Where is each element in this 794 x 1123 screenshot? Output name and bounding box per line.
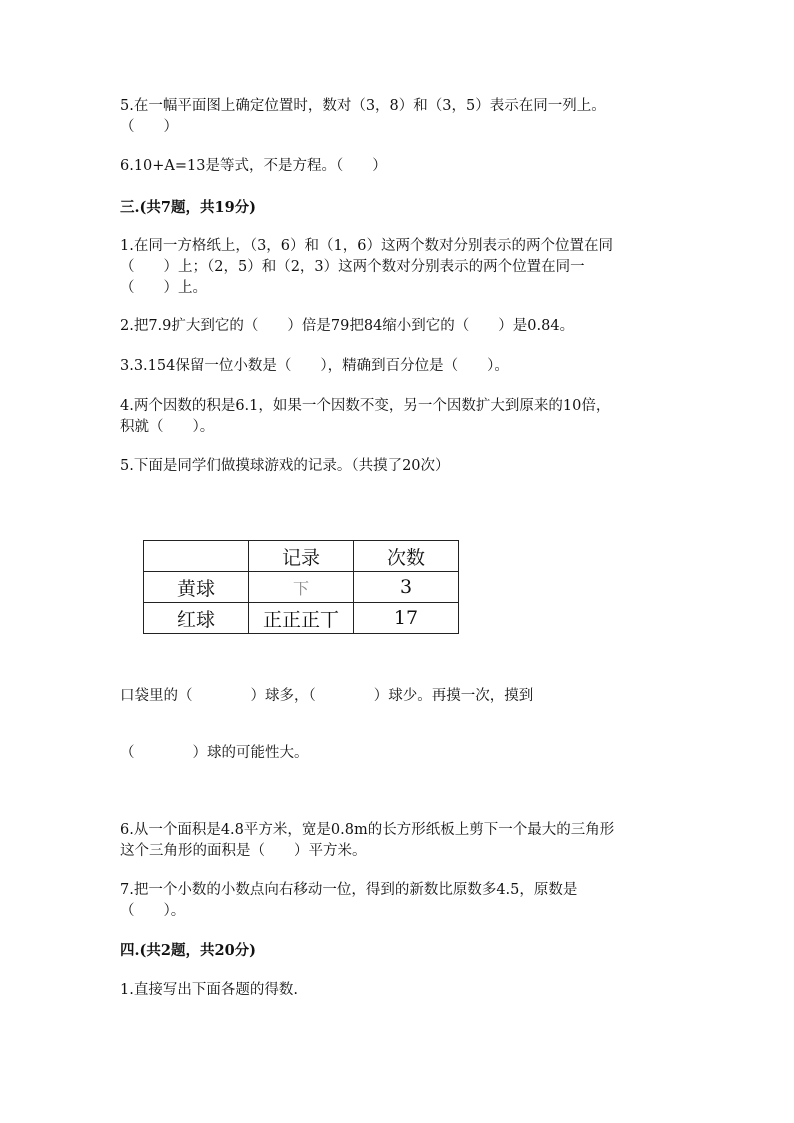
- s3-question-1-line1: 1.在同一方格纸上，（3，6）和（1，6）这两个数对分别表示的两个位置在同: [120, 238, 613, 254]
- s3-question-5-after-line2: （ ）球的可能性大。: [120, 745, 309, 761]
- table-cell: 正正正丅: [249, 603, 354, 634]
- s3-question-6-line2: 这个三角形的面积是（ ）平方米。: [120, 843, 367, 859]
- s3-question-6-line1: 6.从一个面积是4.8平方米，宽是0.8m的长方形纸板上剪下一个最大的三角形: [120, 822, 615, 838]
- question-6: 6.10+A=13是等式，不是方程。（ ）: [120, 158, 387, 174]
- section-3-heading: 三.(共7题，共19分): [120, 199, 257, 216]
- s3-question-7-line1: 7.把一个小数的小数点向右移动一位，得到的新数比原数多4.5，原数是: [120, 882, 578, 898]
- table-row: [144, 572, 459, 603]
- s3-question-4-line2: 积就（ ）。: [120, 419, 215, 435]
- table-header-cell: 记录: [249, 541, 354, 572]
- ball-record-table: [143, 540, 459, 634]
- table-row: [144, 603, 459, 634]
- s3-question-2: 2.把7.9扩大到它的（ ）倍是79把84缩小到它的（ ）是0.84。: [120, 318, 575, 334]
- s3-question-1-line2: （ ）上；（2，5）和（2，3）这两个数对分别表示的两个位置在同一: [120, 259, 585, 275]
- s3-question-5: 5.下面是同学们做摸球游戏的记录。（共摸了20次）: [120, 458, 450, 474]
- table-header-cell: [144, 541, 249, 572]
- s3-question-5-after-line1: 口袋里的（ ）球多，（ ）球少。再摸一次，摸到: [120, 688, 534, 704]
- table-cell: 17: [354, 603, 459, 634]
- table-cell: 3: [354, 572, 459, 603]
- table-header-cell: 次数: [354, 541, 459, 572]
- table-header-row: [144, 541, 459, 572]
- section-4-heading: 四.(共2题，共20分): [120, 942, 257, 959]
- s3-question-7-line2: （ ）。: [120, 903, 186, 919]
- table-cell: 下: [249, 572, 354, 603]
- s3-question-3: 3.3.154保留一位小数是（ ），精确到百分位是（ ）。: [120, 358, 509, 374]
- question-5-line2: （ ）: [120, 119, 178, 135]
- s3-question-4-line1: 4.两个因数的积是6.1，如果一个因数不变，另一个因数扩大到原来的10倍，: [120, 398, 611, 414]
- s4-question-1: 1.直接写出下面各题的得数.: [120, 982, 298, 998]
- table-cell: 黄球: [144, 572, 249, 603]
- s3-question-1-line3: （ ）上。: [120, 280, 207, 296]
- table-cell: 红球: [144, 603, 249, 634]
- question-5-line1: 5.在一幅平面图上确定位置时，数对（3，8）和（3，5）表示在同一列上。: [120, 98, 606, 114]
